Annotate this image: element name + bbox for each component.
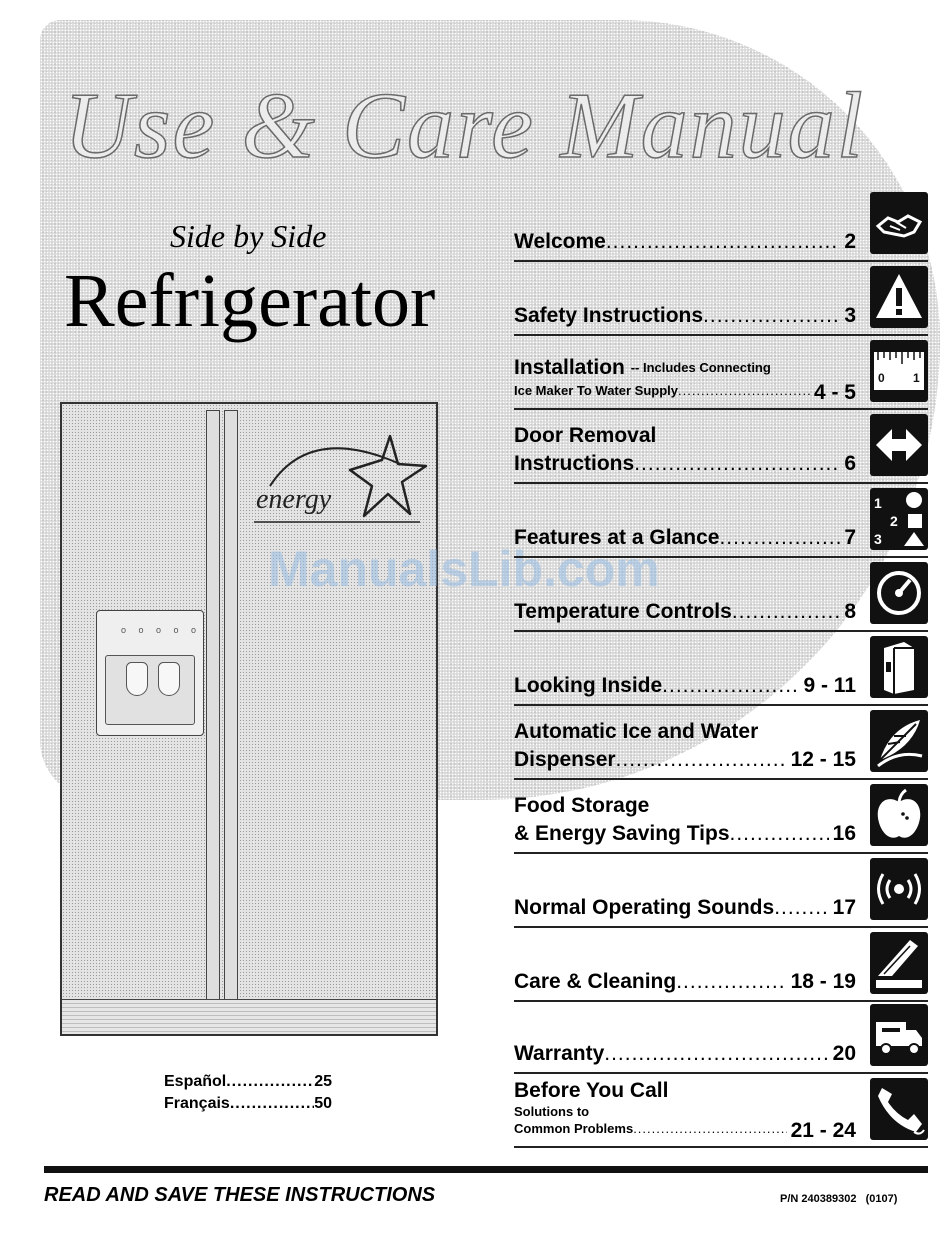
toc-page: 20	[832, 1042, 856, 1065]
cleaning-hand-icon	[870, 932, 928, 994]
toc-item-features-at-a-glance[interactable]	[514, 486, 928, 558]
refrigerator-illustration	[60, 402, 438, 1036]
language-name: Español	[164, 1073, 227, 1090]
toc-subtitle: Ice Maker To Water Supply	[514, 383, 678, 398]
ice-water-dispenser: o o o o o	[96, 610, 204, 736]
manual-title: Use & Care Manual	[64, 74, 865, 178]
toc-subtitle: Solutions to	[514, 1104, 590, 1119]
telephone-icon	[870, 1078, 928, 1140]
toc-item-temperature-controls[interactable]	[514, 560, 928, 632]
toc-page: 16	[832, 822, 856, 845]
toc-item-operating-sounds[interactable]	[514, 856, 928, 928]
toc-page: 17	[832, 896, 856, 919]
leaves-icon	[870, 710, 928, 772]
left-door-handle	[206, 410, 220, 1002]
right-door-handle	[224, 410, 238, 1002]
toc-title: Warranty	[514, 1042, 605, 1065]
toc-page: 21 - 24	[790, 1119, 856, 1142]
toc-item-warranty[interactable]	[514, 1004, 928, 1074]
svg-text:2: 2	[890, 513, 898, 529]
toc-title: Welcome	[514, 230, 606, 253]
toc-title: Food Storage	[514, 794, 650, 817]
language-list	[164, 1071, 332, 1115]
toc-title: Looking Inside	[514, 674, 663, 697]
apple-icon	[870, 784, 928, 846]
toc-page: 7	[844, 526, 856, 549]
watermark: ManualsLib.com	[268, 541, 660, 597]
language-name: Français	[164, 1095, 230, 1112]
toc-title: Care & Cleaning	[514, 970, 677, 993]
toc-page: 9 - 11	[803, 674, 856, 697]
thermostat-icon	[870, 562, 928, 624]
footer-instruction: READ AND SAVE THESE INSTRUCTIONS	[44, 1184, 436, 1206]
part-number: P/N 240389302 (0107)	[780, 1193, 898, 1205]
toc-title: Before You Call	[514, 1079, 669, 1102]
service-truck-icon	[870, 1004, 928, 1066]
ruler-icon	[870, 340, 928, 402]
warning-icon	[870, 266, 928, 328]
language-page: 25	[314, 1073, 332, 1090]
toc-title: Normal Operating Sounds	[514, 896, 775, 919]
product-title: Refrigerator	[64, 259, 436, 343]
language-page: 50	[314, 1095, 332, 1112]
toc-item-ice-water-dispenser[interactable]	[514, 708, 928, 780]
toe-grille	[62, 999, 436, 1034]
toc-title: Safety Instructions	[514, 304, 704, 327]
toc-item-installation[interactable]	[514, 338, 928, 410]
numbered-shapes-icon	[870, 488, 928, 550]
energy-logo-text: energy	[256, 484, 332, 515]
double-arrow-icon	[870, 414, 928, 476]
energy-star-logo	[250, 424, 430, 534]
toc-item-welcome[interactable]	[514, 190, 928, 262]
toc-subtitle: & Energy Saving Tips	[514, 822, 730, 845]
toc-title: Automatic Ice and Water	[514, 720, 759, 743]
toc-subtitle: Instructions	[514, 452, 635, 475]
toc-page: 18 - 19	[790, 970, 856, 993]
toc-page: 6	[844, 452, 856, 475]
language-item[interactable]	[164, 1093, 332, 1115]
toc-subtitle-2: Common Problems	[514, 1121, 634, 1136]
sound-waves-icon	[870, 858, 928, 920]
svg-text:1: 1	[913, 371, 920, 385]
toc-page: 8	[844, 600, 856, 623]
svg-text:3: 3	[874, 531, 882, 547]
toc-page: 2	[844, 230, 856, 253]
toc-page: 3	[844, 304, 856, 327]
toc-item-safety-instructions[interactable]	[514, 264, 928, 336]
fridge-interior-icon	[870, 636, 928, 698]
toc-title: Temperature Controls	[514, 600, 732, 623]
svg-text:1: 1	[874, 495, 882, 511]
toc-item-looking-inside[interactable]	[514, 634, 928, 706]
toc-item-care-cleaning[interactable]	[514, 930, 928, 1002]
toc-item-door-removal[interactable]	[514, 412, 928, 484]
footer-rule	[44, 1166, 928, 1173]
toc-page: 4 - 5	[813, 381, 856, 404]
toc-title: Door Removal	[514, 424, 657, 447]
toc-item-food-storage[interactable]	[514, 782, 928, 854]
handshake-icon	[870, 192, 928, 254]
toc-item-before-you-call[interactable]	[514, 1076, 928, 1148]
toc-title: Features at a Glance	[514, 526, 720, 549]
language-item[interactable]	[164, 1071, 332, 1093]
toc-page: 12 - 15	[790, 748, 856, 771]
toc-subtitle: Dispenser	[514, 748, 616, 771]
svg-text:0: 0	[878, 371, 885, 385]
toc-title: Installation	[514, 356, 625, 379]
manual-subtitle: Side by Side	[170, 218, 327, 254]
toc-note: -- Includes Connecting	[630, 360, 771, 375]
